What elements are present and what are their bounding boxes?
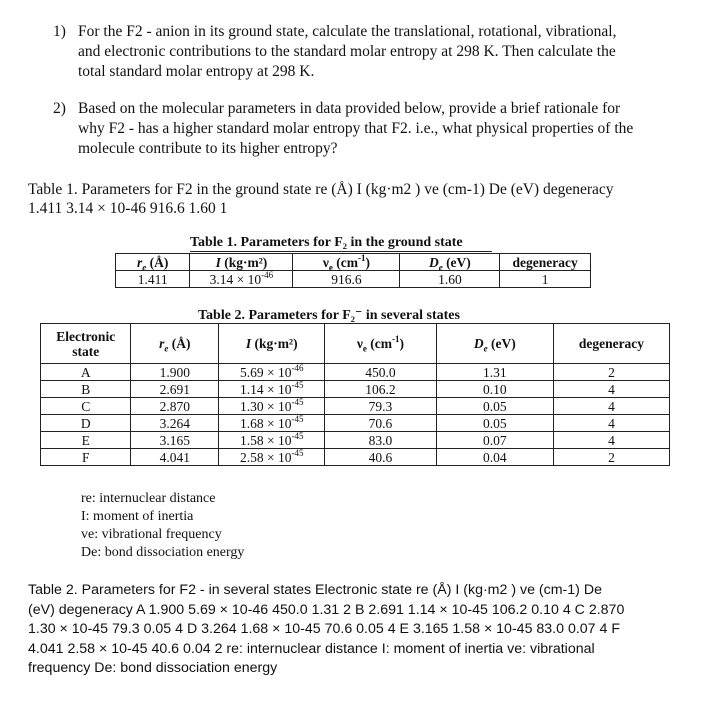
table-cell: 0.10 bbox=[436, 381, 553, 398]
table-cell: B bbox=[41, 381, 131, 398]
header-cell: I (kg·m²) bbox=[190, 254, 293, 271]
table-row bbox=[41, 381, 670, 398]
table-cell: 4 bbox=[553, 415, 669, 432]
table-cell: 1 bbox=[500, 271, 591, 288]
question-line: For the F2 - anion in its ground state, calculate the translational, rotational, vibrational, bbox=[78, 23, 617, 40]
question-line: molecule contribute to its higher entropy? bbox=[78, 140, 338, 157]
table-cell: 2 bbox=[553, 449, 669, 466]
table-cell: 1.31 bbox=[436, 364, 553, 381]
paragraph-line: (eV) degeneracy A 1.900 5.69 × 10-46 450.0 1.31 2 B 2.691 1.14 × 10-45 106.2 0.10 4 C 2.870 bbox=[28, 601, 625, 618]
table-cell: 70.6 bbox=[325, 415, 437, 432]
table-cell: 4 bbox=[553, 381, 669, 398]
table-cell: 106.2 bbox=[325, 381, 437, 398]
table-cell: 3.264 bbox=[131, 415, 219, 432]
table-cell: 83.0 bbox=[325, 432, 437, 449]
table2-caption: Table 2. Parameters for F₂⁻ in several states bbox=[198, 308, 460, 323]
table-cell: 1.411 bbox=[116, 271, 190, 288]
header-cell: $\nu_e$ $(cm^{-1})$ bbox=[325, 324, 437, 364]
table1 bbox=[115, 253, 591, 288]
table-cell: 0.05 bbox=[436, 398, 553, 415]
table1-text-paragraph bbox=[28, 180, 698, 218]
table-cell: F bbox=[41, 449, 131, 466]
paragraph-line: Table 2. Parameters for F2 - in several states Electronic state re (Å) I (kg·m2 ) ve (cm-1) De bbox=[28, 582, 602, 598]
table1-caption-underline bbox=[190, 251, 492, 252]
note-line: De: bond dissociation energy bbox=[81, 545, 245, 560]
table1-caption: Table 1. Parameters for F₂ in the ground state bbox=[190, 235, 463, 250]
table-cell: 2.691 bbox=[131, 381, 219, 398]
table-cell: 4.041 bbox=[131, 449, 219, 466]
header-cell: $r_e$ (Å) bbox=[131, 324, 219, 364]
question-2 bbox=[53, 99, 693, 161]
header-cell: $D_e$ (eV) bbox=[400, 254, 500, 271]
table-row bbox=[41, 364, 670, 381]
question-number: 1) bbox=[53, 23, 66, 40]
table-row bbox=[41, 432, 670, 449]
table-cell: 1.900 bbox=[131, 364, 219, 381]
table-cell: C bbox=[41, 398, 131, 415]
table-cell: $5.69 \times 10^{-46}$ bbox=[219, 364, 325, 381]
table-cell: A bbox=[41, 364, 131, 381]
paragraph-line: 4.041 2.58 × 10-45 40.6 0.04 2 re: internuclear distance I: moment of inertia ve: vibrational bbox=[28, 640, 595, 657]
note-line: ve: vibrational frequency bbox=[81, 527, 222, 542]
question-1 bbox=[53, 22, 693, 84]
note-line: I: moment of inertia bbox=[81, 509, 194, 524]
table2 bbox=[40, 323, 670, 466]
table-cell: $1.58 \times 10^{-45}$ bbox=[219, 432, 325, 449]
paragraph-line: 1.411 3.14 × 10-46 916.6 1.60 1 bbox=[28, 200, 228, 217]
table-cell: D bbox=[41, 415, 131, 432]
question-text bbox=[78, 22, 617, 82]
header-cell: $D_e$ (eV) bbox=[436, 324, 553, 364]
table-cell: 916.6 bbox=[293, 271, 400, 288]
question-line: and electronic contributions to the standard molar entropy at 298 K. Then calculate the bbox=[78, 43, 616, 60]
table-cell: 0.04 bbox=[436, 449, 553, 466]
table-row bbox=[116, 271, 591, 288]
table-cell: 4 bbox=[553, 398, 669, 415]
question-line: why F2 - has a higher standard molar entropy that F2. i.e., what physical properties of the bbox=[78, 120, 634, 137]
table2-notes bbox=[81, 490, 244, 562]
question-number: 2) bbox=[53, 100, 66, 117]
table-cell: E bbox=[41, 432, 131, 449]
header-cell: degeneracy bbox=[553, 324, 669, 364]
table-cell: 2 bbox=[553, 364, 669, 381]
header-cell: degeneracy bbox=[500, 254, 591, 271]
table-cell: $1.68 \times 10^{-45}$ bbox=[219, 415, 325, 432]
question-line: Based on the molecular parameters in data provided below, provide a brief rationale for bbox=[78, 100, 621, 117]
paragraph-line: 1.30 × 10-45 79.3 0.05 4 D 3.264 1.68 × 10-45 70.6 0.05 4 E 3.165 1.58 × 10-45 83.0 0.07 4 F bbox=[28, 621, 621, 637]
table-cell: $2.58 \times 10^{-45}$ bbox=[219, 449, 325, 466]
header-cell: Electronic state bbox=[41, 324, 131, 364]
table-header-row bbox=[41, 324, 670, 364]
table-cell: 450.0 bbox=[325, 364, 437, 381]
table-cell: 1.60 bbox=[400, 271, 500, 288]
table-row bbox=[41, 449, 670, 466]
note-line: re: internuclear distance bbox=[81, 491, 216, 506]
table-row bbox=[41, 415, 670, 432]
table-row bbox=[41, 398, 670, 415]
table-cell: $3.14 \times 10^{-46}$ bbox=[190, 271, 293, 288]
header-cell: $\nu_e$ $(cm^{-1})$ bbox=[293, 254, 400, 271]
table2-text-paragraph bbox=[28, 581, 698, 679]
header-cell: I (kg·m²) bbox=[219, 324, 325, 364]
table-cell: 3.165 bbox=[131, 432, 219, 449]
table-cell: $1.30 \times 10^{-45}$ bbox=[219, 398, 325, 415]
question-line: total standard molar entropy at 298 K. bbox=[78, 63, 315, 80]
table-cell: 40.6 bbox=[325, 449, 437, 466]
table-cell: 4 bbox=[553, 432, 669, 449]
table-cell: 79.3 bbox=[325, 398, 437, 415]
header-cell: $r_e$ (Å) bbox=[116, 254, 190, 271]
paragraph-line: frequency De: bond dissociation energy bbox=[28, 660, 278, 676]
paragraph-line: Table 1. Parameters for F2 in the ground state re (Å) I (kg·m2 ) ve (cm-1) De (eV) degeneracy bbox=[28, 181, 614, 198]
table-cell: 0.05 bbox=[436, 415, 553, 432]
table-cell: 2.870 bbox=[131, 398, 219, 415]
table-cell: 0.07 bbox=[436, 432, 553, 449]
question-text bbox=[78, 99, 633, 159]
table-header-row bbox=[116, 254, 591, 271]
table-cell: $1.14 \times 10^{-45}$ bbox=[219, 381, 325, 398]
